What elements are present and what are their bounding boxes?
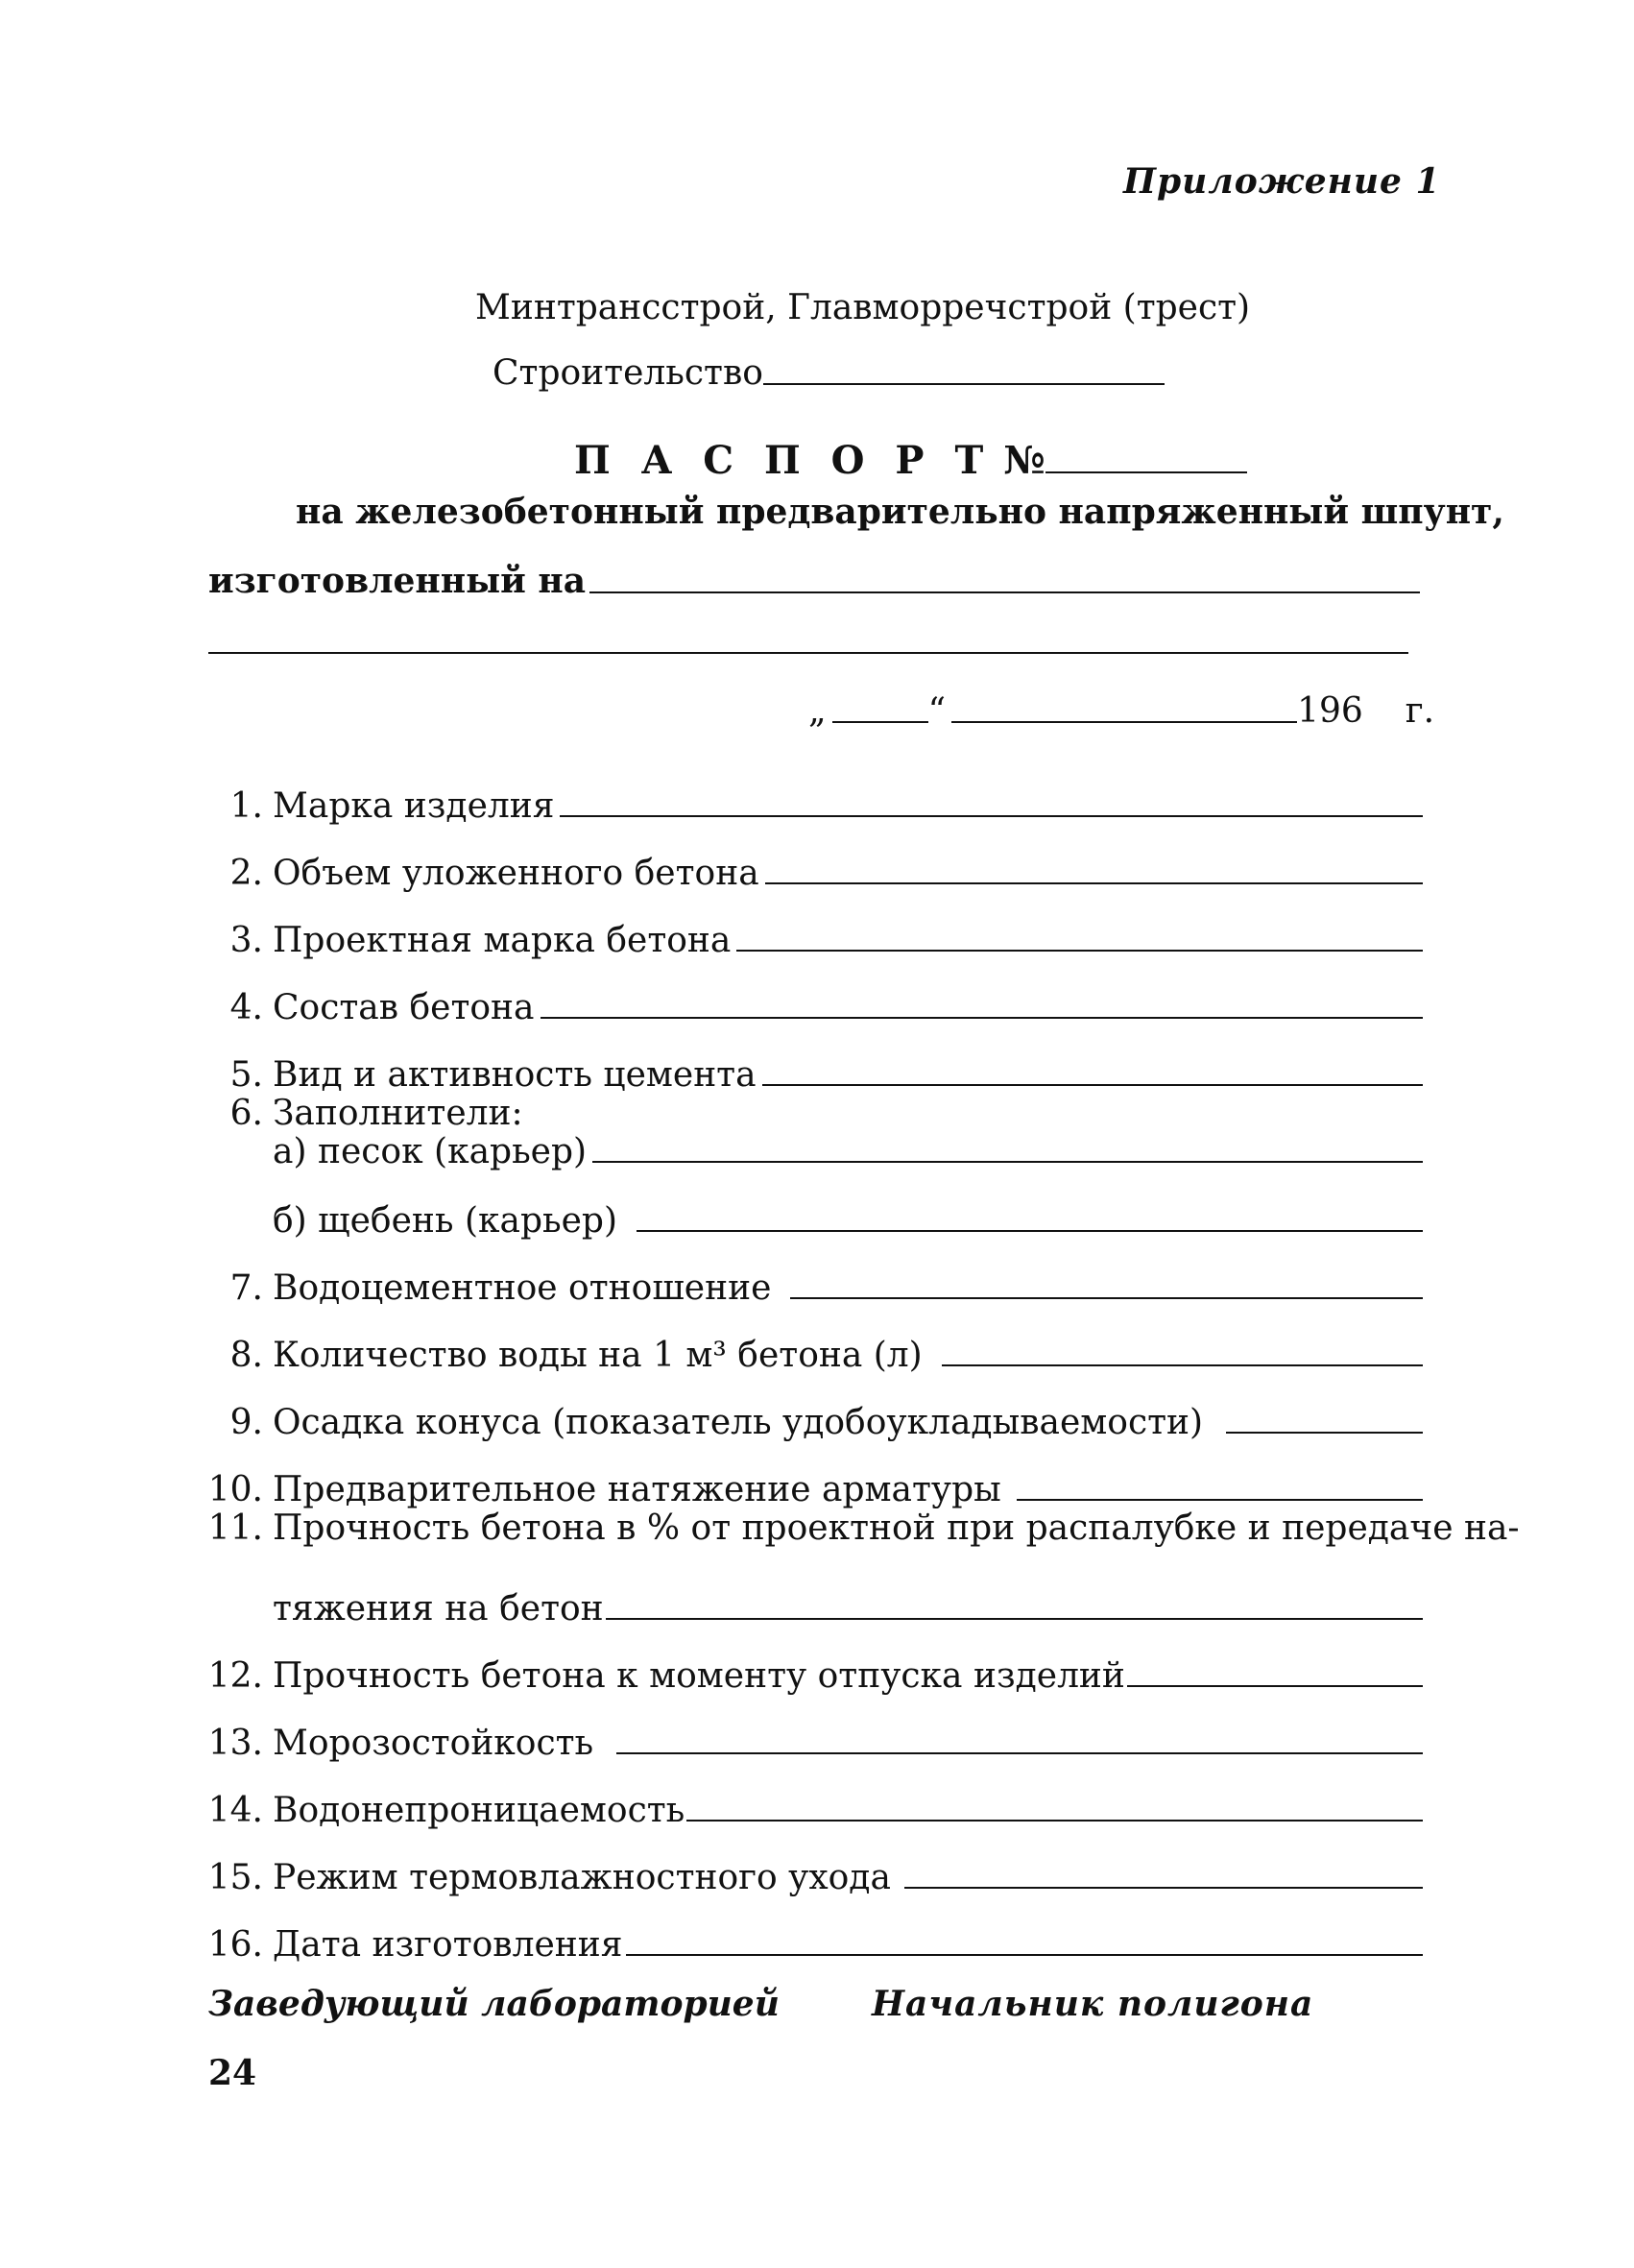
passport-subtitle: на железобетонный предварительно напряженный шпунт, [296, 492, 1504, 532]
list-item [202, 960, 1423, 1027]
item-number: 4. [229, 988, 263, 1027]
item-blank [790, 1297, 1423, 1299]
list-item [202, 1171, 1423, 1241]
item-blank [942, 1364, 1423, 1366]
list-item [202, 1375, 1423, 1442]
list-item [202, 1629, 1423, 1696]
item-number: 5. [229, 1055, 263, 1095]
item-label: Предварительное натяжение арматуры [273, 1470, 1001, 1509]
year-prefix: 196 [1297, 691, 1363, 731]
item-label: б) щебень (карьер) [273, 1201, 617, 1241]
list-item [202, 1027, 1423, 1095]
list-item [202, 759, 1423, 826]
item-number: 7. [229, 1268, 263, 1308]
list-item [202, 1095, 1423, 1133]
item-label: Состав бетона [273, 988, 535, 1027]
item-blank [1017, 1499, 1423, 1501]
item-number: 13. [207, 1724, 263, 1763]
page-number: 24 [208, 2053, 257, 2093]
made-on-blank [589, 591, 1420, 593]
item-label: Марка изделия [273, 786, 555, 826]
passport-word: П А С П О Р Т [574, 438, 993, 483]
item-number: 9. [229, 1403, 263, 1442]
date-close-quote: “ [927, 691, 947, 731]
year-suffix: г. [1405, 691, 1435, 731]
made-on-label: изготовленный на [208, 561, 587, 601]
item-number: 14. [207, 1791, 263, 1830]
list-item [202, 1830, 1423, 1897]
item-label: Дата изготовления [273, 1925, 623, 1965]
list-item [202, 893, 1423, 960]
item-blank [736, 950, 1423, 952]
item-label: Морозостойкость [273, 1724, 594, 1763]
item-label: Прочность бетона в % от проектной при распалубке и передаче на- [273, 1508, 1520, 1548]
made-on-field [208, 561, 1420, 601]
list-item [202, 1508, 1520, 1548]
item-number: 12. [207, 1656, 263, 1696]
lab-head-signature: Заведующий лабораторией [208, 1984, 780, 2024]
day-blank [832, 721, 928, 723]
date-open-quote: „ [808, 691, 827, 731]
item-blank [616, 1752, 1423, 1754]
list-item [202, 1763, 1423, 1830]
item-label: Прочность бетона к моменту отпуска изделий [273, 1656, 1125, 1696]
month-blank [951, 721, 1297, 723]
item-label: Осадка конуса (показатель удобоукладываемости) [273, 1403, 1204, 1442]
passport-number-blank [1045, 471, 1247, 473]
item-label: а) песок (карьер) [273, 1132, 588, 1171]
item-number: 16. [207, 1925, 263, 1965]
ministry-line: Минтрансстрой, Главморречстрой (трест) [475, 288, 1251, 327]
item-blank [904, 1887, 1423, 1889]
item-label: тяжения на бетон [273, 1589, 604, 1629]
item-label: Водоцементное отношение [273, 1268, 772, 1308]
item-blank [592, 1161, 1423, 1163]
number-sign: № [1003, 438, 1045, 483]
item-blank [541, 1017, 1424, 1019]
item-blank [765, 882, 1423, 884]
item-number: 11. [207, 1508, 263, 1548]
list-item [202, 1308, 1423, 1375]
item-number: 3. [229, 921, 263, 960]
list-item [202, 1696, 1423, 1763]
list-item [202, 1897, 1423, 1965]
item-number: 2. [229, 854, 263, 893]
item-blank [762, 1084, 1423, 1086]
item-number: 10. [207, 1470, 263, 1509]
item-label: Количество воды на 1 м³ бетона (л) [273, 1336, 923, 1375]
item-list [202, 759, 1520, 1965]
item-label: Объем уложенного бетона [273, 854, 759, 893]
item-blank [637, 1230, 1423, 1232]
appendix-label: Приложение 1 [1123, 161, 1441, 202]
item-label: Вид и активность цемента [273, 1055, 757, 1095]
date-field [808, 691, 1434, 731]
construction-label: Строительство [493, 353, 763, 393]
item-number: 6. [229, 1094, 263, 1133]
item-label: Водонепроницаемость [273, 1791, 685, 1830]
item-number: 8. [229, 1336, 263, 1375]
item-blank [626, 1954, 1423, 1956]
construction-blank [763, 383, 1165, 385]
list-item [202, 1133, 1423, 1171]
item-label: Режим термовлажностного ухода [273, 1858, 891, 1897]
item-label: Проектная марка бетона [273, 921, 732, 960]
list-item [202, 1241, 1423, 1308]
item-blank [1127, 1685, 1423, 1687]
list-item [202, 1442, 1423, 1509]
item-number: 15. [207, 1858, 263, 1897]
item-label: Заполнители: [273, 1094, 523, 1133]
item-number: 1. [229, 786, 263, 826]
item-blank [686, 1820, 1423, 1822]
item-blank [1226, 1432, 1423, 1434]
construction-field [493, 353, 1165, 393]
passport-title [574, 438, 1247, 483]
list-item [202, 1548, 1423, 1629]
list-item [202, 826, 1423, 893]
item-blank [560, 815, 1423, 817]
site-chief-signature: Начальник полигона [872, 1984, 1314, 2024]
made-on-blank-2 [208, 652, 1408, 654]
item-blank [606, 1618, 1423, 1620]
